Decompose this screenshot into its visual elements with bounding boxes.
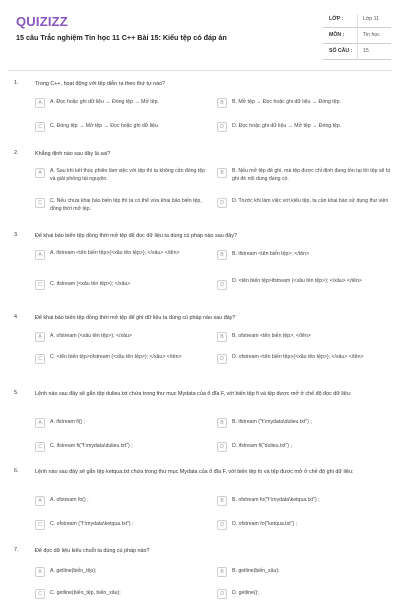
option-letter-box: A — [35, 98, 45, 108]
option-text: A. Đọc hoặc ghi dữ liệu → Đóng tệp → Mở tệp. — [50, 99, 159, 105]
meta-column-divider — [357, 14, 358, 60]
question-text: Trong C++, hoạt động với tệp diễn ra theo thứ tự nào? — [35, 81, 166, 87]
option-text: C. Nếu chưa khai báo biến tệp thì ta có thể vừa khai báo biến tệp, đồng thời mở tệp. — [50, 198, 202, 212]
question-text: Lệnh nào sau đây sẽ gắn tệp dulieu.txt chứa trong thư mục Mydata của ổ đĩa F, với biến tệp fi và tệp được mở ở chế độ đọc dữ liệu: — [35, 391, 352, 397]
option-letter-box: D — [217, 122, 227, 132]
option-text: C. ifstream (<xâu tên tệp>); </xâu> — [50, 281, 131, 287]
option-letter-box: B — [217, 567, 227, 577]
option-text: A. ofstream (<xâu tên tệp>); </xâu> — [50, 333, 132, 339]
option-text: B. ofstream <tên biến tệp>; </tên> — [232, 333, 311, 339]
option-text: D. <tên biến tệp>ifstream (<xâu tên tệp>); </xâu> </tên> — [232, 278, 362, 284]
question-text: Để khai báo biến tệp đồng thời mở tệp để ghi dữ liệu ta dùng cú pháp nào sau đây? — [35, 315, 236, 321]
page-title: 15 câu Trắc nghiệm Tin học 11 C++ Bài 15: Kiểu tệp có đáp án — [16, 33, 227, 42]
option-text: B. ifstream <tên biến tệp>; </tên> — [232, 251, 309, 257]
header-divider — [8, 70, 392, 71]
option-letter-box: B — [217, 496, 227, 506]
option-text: A. getline(biến_tệp); — [50, 568, 97, 574]
option-text: C. getline(biến_tệp, biến_xâu); — [50, 590, 121, 596]
option-text: D. getline(); — [232, 590, 259, 596]
question-number: 7. — [14, 547, 19, 553]
option-letter-box: D — [217, 589, 227, 599]
meta-subject-value: Tin học — [363, 32, 380, 38]
option-letter-box: C — [35, 520, 45, 530]
quizizz-logo: QUIZIZZ — [16, 14, 68, 29]
question-number: 2. — [14, 150, 19, 156]
option-text: C. ifstream fi("f:\mydata\dulieu.txt") ; — [50, 443, 133, 449]
meta-subject-label: MÔN : — [329, 32, 345, 38]
option-text: B. Nếu mở tệp để ghi, mà tệp được chỉ định đang tồn tại thì tệp sẽ bị ghi đè nội dung đang có. — [232, 168, 390, 182]
option-text: C. Đóng tệp → Mở tệp → Đọc hoặc ghi dữ liệu. — [50, 123, 160, 129]
option-letter-box: A — [35, 250, 45, 260]
question-number: 4. — [14, 314, 19, 320]
question-number: 5. — [14, 390, 19, 396]
option-letter-box: D — [217, 354, 227, 364]
option-text: B. Mở tệp → Đọc hoặc ghi dữ liệu → Đóng tệp. — [232, 99, 341, 105]
meta-count-label: SỐ CÂU : — [329, 48, 353, 54]
option-text: C. ofstream ("f:\mydata\ketqua.txt") ; — [50, 521, 134, 527]
option-letter-box: C — [35, 442, 45, 452]
option-text: D. Đọc hoặc ghi dữ liệu → Mở tệp → Đóng tệp. — [232, 123, 342, 129]
option-text: B. ifstream ("f:\mydata\dulieu.txt") ; — [232, 419, 312, 425]
question-text: Để khai báo biến tệp đồng thời mở tệp để đọc dữ liệu ta dùng cú pháp nào sau đây? — [35, 233, 237, 239]
question-text: Để đọc dữ liệu kiểu chuỗi ta dùng cú pháp nào? — [35, 548, 150, 554]
option-letter-box: A — [35, 332, 45, 342]
option-letter-box: B — [217, 332, 227, 342]
option-text: D. ifstream fi("dulieu.txt") ; — [232, 443, 292, 449]
meta-grade-value: Lớp 11 — [363, 16, 379, 22]
option-text: A. Sau khi kết thúc phiên làm việc với tệp thì ta không cần đóng tệp và giải phóng tài nguyên. — [50, 168, 206, 182]
option-letter-box: C — [35, 198, 45, 208]
question-text: Lệnh nào sau đây sẽ gắn tệp ketqua.txt chứa trong thư mục Mydata của ổ đĩa F, với biến tệp fo và tệp được mở ở chế độ ghi dữ liệu: — [35, 469, 354, 475]
option-text: B. getline(biến_xâu); — [232, 568, 280, 574]
option-text: B. ofstream fo("f:\mydata\ketqua.txt") ; — [232, 497, 320, 503]
option-letter-box: A — [35, 418, 45, 428]
option-text: D. ofstream <tên biến tệp>(<xâu tên tệp>); </xâu> </tên> — [232, 354, 364, 360]
option-letter-box: B — [217, 418, 227, 428]
option-letter-box: C — [35, 280, 45, 290]
option-text: A. ifstream <tên biến tệp>(<xâu tên tệp>); </xâu> </tên> — [50, 250, 180, 256]
meta-grade-label: LỚP : — [329, 16, 344, 22]
option-letter-box: A — [35, 567, 45, 577]
option-letter-box: D — [217, 280, 227, 290]
worksheet-header — [0, 0, 400, 66]
meta-count-value: 15 — [363, 48, 369, 54]
question-number: 1. — [14, 80, 19, 86]
option-letter-box: A — [35, 168, 45, 178]
option-text: A. ifstream fi() ; — [50, 419, 86, 425]
option-text: D. ofstream fo("ketqua.txt") ; — [232, 521, 298, 527]
question-number: 3. — [14, 232, 19, 238]
option-text: A. ofstream fo() ; — [50, 497, 89, 503]
option-letter-box: D — [217, 442, 227, 452]
option-letter-box: C — [35, 354, 45, 364]
option-letter-box: D — [217, 520, 227, 530]
option-letter-box: B — [217, 250, 227, 260]
option-letter-box: D — [217, 198, 227, 208]
option-letter-box: A — [35, 496, 45, 506]
option-text: D. Trước khi làm việc với kiểu tệp, ta cần khai báo sử dụng thư viện — [232, 198, 389, 204]
option-letter-box: B — [217, 98, 227, 108]
question-number: 6. — [14, 468, 19, 474]
question-text: Khẳng định nào sau đây là sai? — [35, 151, 111, 157]
option-text: C. <tên biến tệp>ofstream (<xâu tên tệp>); </xâu> </tên> — [50, 354, 182, 360]
option-letter-box: C — [35, 122, 45, 132]
option-letter-box: C — [35, 589, 45, 599]
option-letter-box: B — [217, 168, 227, 178]
